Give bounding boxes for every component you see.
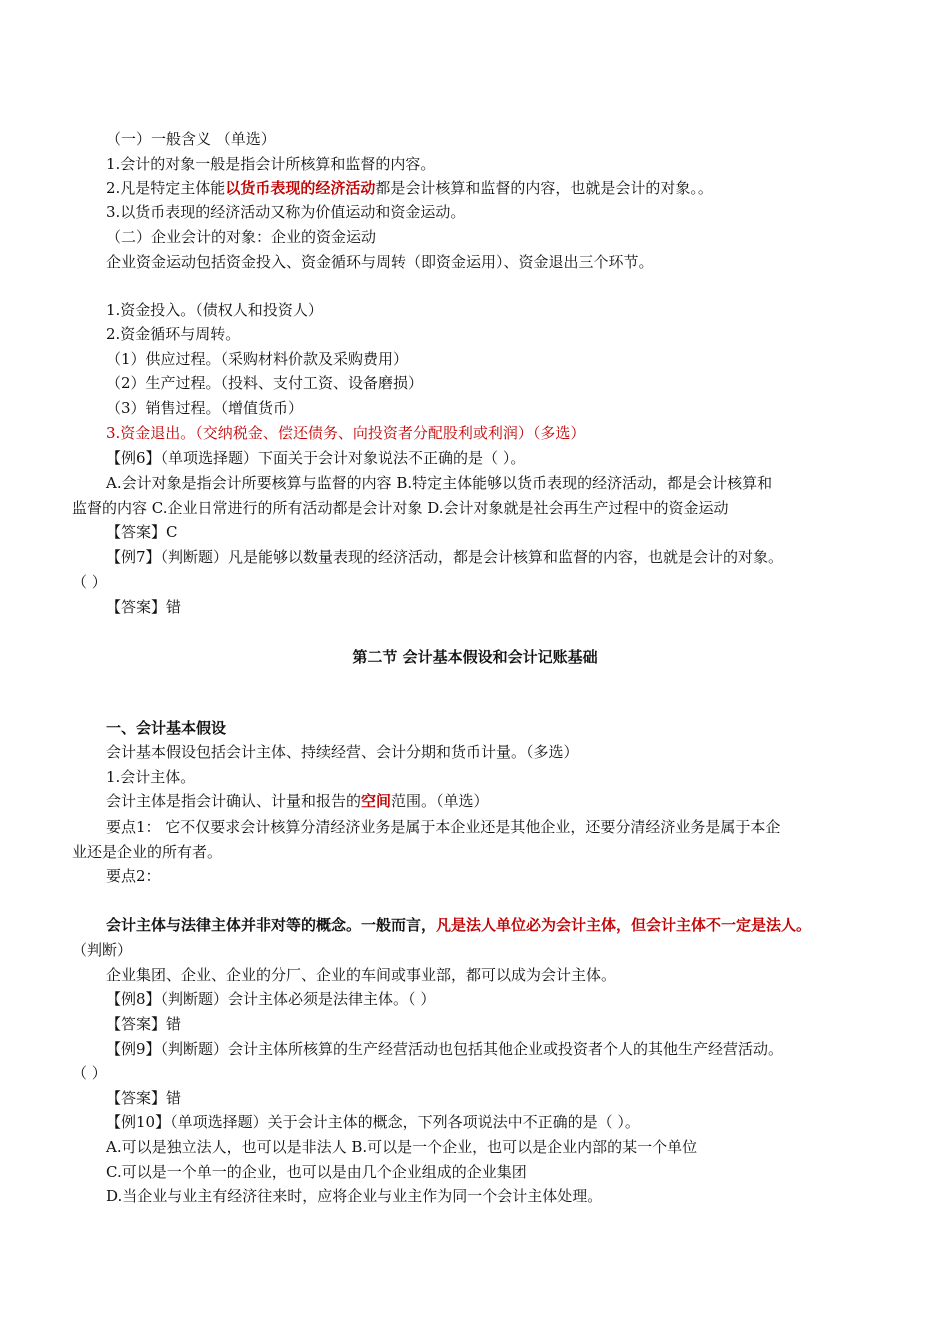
example-question: 【例8】（判断题）会计主体必须是法律主体。（ ） xyxy=(106,990,436,1008)
answer: 【答案】错 xyxy=(106,598,182,616)
list-item: （3）销售过程。（增值货币） xyxy=(106,399,304,417)
heading-enterprise-object: （二）企业会计的对象：企业的资金运动 xyxy=(106,228,377,246)
list-item: 2.资金循环与周转。 xyxy=(106,325,241,343)
paragraph: 企业资金运动包括资金投入、资金循环与周转（即资金运用）、资金退出三个环节。 xyxy=(106,253,654,271)
paragraph: 3.以货币表现的经济活动又称为价值运动和资金运动。 xyxy=(106,203,466,221)
example-question: 【例6】（单项选择题）下面关于会计对象说法不正确的是（ ）。 xyxy=(106,449,526,467)
example-options: D.当企业与业主有经济往来时，应将企业与业主作为同一个会计主体处理。 xyxy=(106,1187,603,1205)
paragraph: 要点2： xyxy=(106,867,161,885)
example-options: C.可以是一个单一的企业，也可以是由几个企业组成的企业集团 xyxy=(106,1163,527,1181)
paragraph: 会计主体是指会计确认、计量和报告的空间范围。（单选） xyxy=(106,792,489,810)
answer: 【答案】错 xyxy=(106,1015,182,1033)
paragraph: 业还是企业的所有者。 xyxy=(72,843,223,861)
list-item-highlight: 3.资金退出。（交纳税金、偿还债务、向投资者分配股利或利润）（多选） xyxy=(106,424,586,442)
list-item: （2）生产过程。（投料、支付工资、设备磨损） xyxy=(106,374,424,392)
list-item: （1）供应过程。（采购材料价款及采购费用） xyxy=(106,350,409,368)
example-options: A.可以是独立法人，也可以是非法人 B.可以是一个企业，也可以是企业内部的某一个单位 xyxy=(106,1138,698,1156)
highlight-text: 凡是法人单位必为会计主体，但会计主体不一定是法人。 xyxy=(436,916,812,934)
example-question: 【例9】（判断题）会计主体所核算的生产经营活动也包括其他企业或投资者个人的其他生产经营活动。 xyxy=(106,1040,784,1058)
answer-blank: （ ） xyxy=(72,1064,107,1082)
answer: 【答案】C xyxy=(106,523,178,541)
heading-general-meaning: （一）一般含义 （单选） xyxy=(106,130,276,148)
section-title: 第二节 会计基本假设和会计记账基础 xyxy=(352,648,598,666)
paragraph: 1.会计的对象一般是指会计所核算和监督的内容。 xyxy=(106,155,436,173)
list-item: 1.资金投入。（债权人和投资人） xyxy=(106,301,323,319)
key-statement: 会计主体与法律主体并非对等的概念。一般而言，凡是法人单位必为会计主体，但会计主体不一定是法人。 xyxy=(106,916,812,934)
answer: 【答案】错 xyxy=(106,1089,182,1107)
example-question: 【例7】（判断题）凡是能够以数量表现的经济活动，都是会计核算和监督的内容，也就是会计的对象。 xyxy=(106,548,784,566)
example-question: 【例10】（单项选择题）关于会计主体的概念，下列各项说法中不正确的是（ ）。 xyxy=(106,1113,640,1131)
paragraph: 要点1： 它不仅要求会计核算分清经济业务是属于本企业还是其他企业，还要分清经济业务是属于本企 xyxy=(106,818,781,836)
paragraph: 企业集团、企业、企业的分厂、企业的车间或事业部，都可以成为会计主体。 xyxy=(106,966,617,984)
paragraph: 1.会计主体。 xyxy=(106,768,196,786)
highlight-text: 以货币表现的经济活动 xyxy=(225,179,376,197)
paragraph: 会计基本假设包括会计主体、持续经营、会计分期和货币计量。（多选） xyxy=(106,743,579,761)
example-options: 监督的内容 C.企业日常进行的所有活动都是会计对象 D.会计对象就是社会再生产过程中的资金运动 xyxy=(72,499,729,517)
example-options: A.会计对象是指会计所要核算与监督的内容 B.特定主体能够以货币表现的经济活动，都是会计核算和 xyxy=(106,474,773,492)
subsection-heading: 一、会计基本假设 xyxy=(106,719,227,737)
paragraph: 2.凡是特定主体能以货币表现的经济活动都是会计核算和监督的内容，也就是会计的对象。。 xyxy=(106,179,713,197)
paragraph: （判断） xyxy=(72,941,133,959)
highlight-text: 空间 xyxy=(361,792,392,810)
answer-blank: （ ） xyxy=(72,573,107,591)
